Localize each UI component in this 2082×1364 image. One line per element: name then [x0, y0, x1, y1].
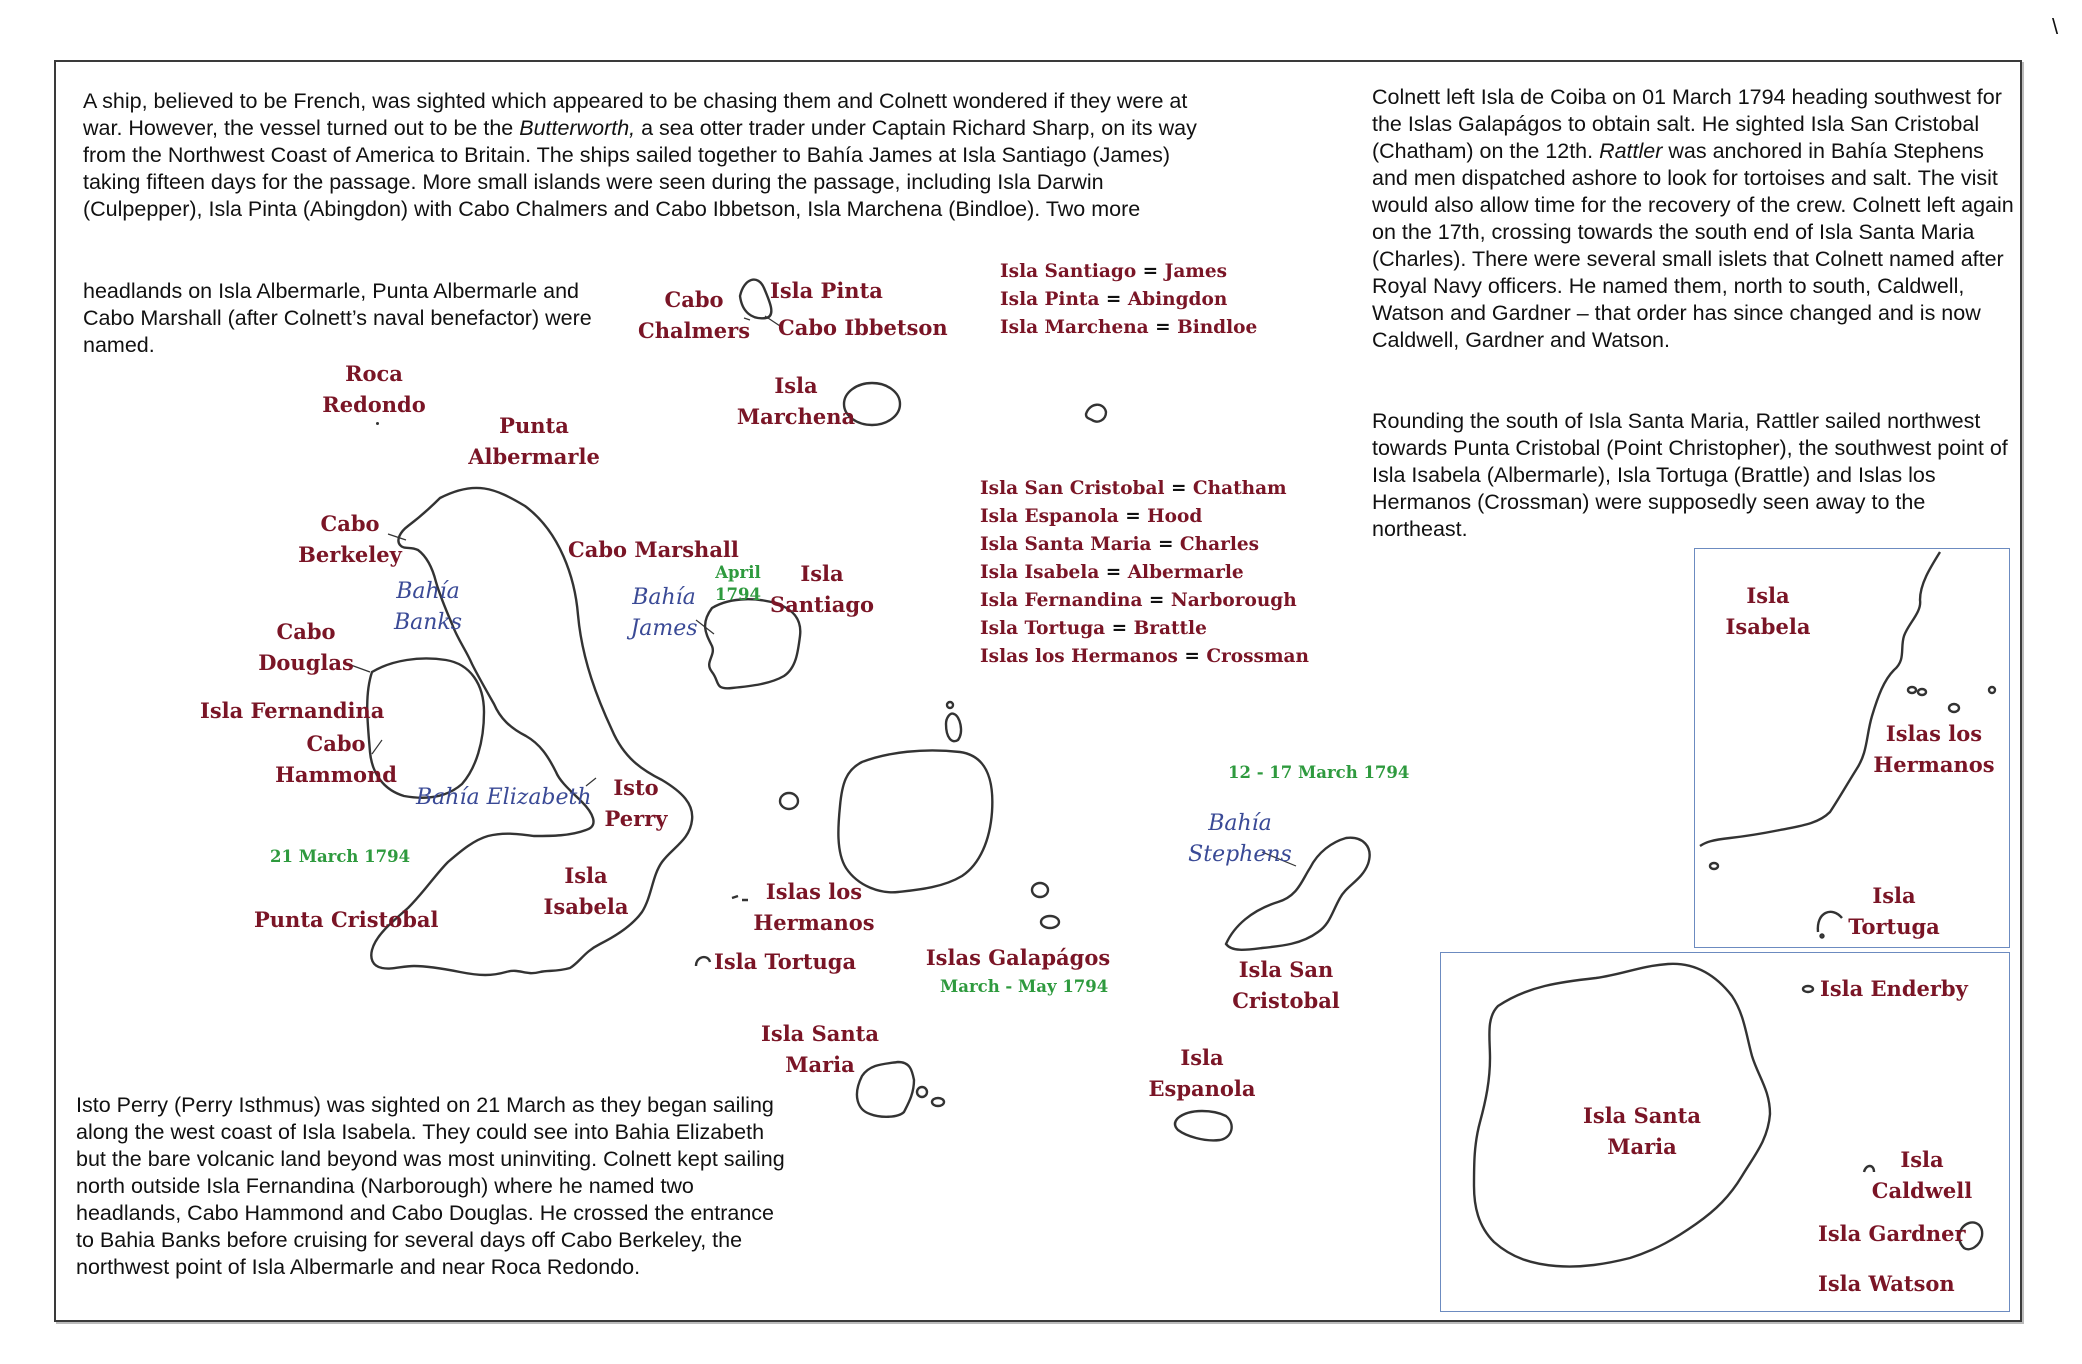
islet-pinzon-outline — [780, 793, 798, 809]
p2-text-a: Colnett left Isla de Coiba on 01 March 1794 heading southwest for the Islas Galapágos to obtain salt. He sighted Isla San Cristobal (Chatham) on the 12th. — [1372, 85, 2002, 163]
label-isla-espanola: Isla Espanola — [1148, 1045, 1256, 1101]
label-roca-redondo: Roca Redondo — [322, 361, 426, 417]
islet-hermanos-outline — [732, 896, 748, 900]
legend-row: Isla Espanola = Hood — [980, 506, 1203, 527]
legend-north-islands — [1000, 258, 1257, 342]
paragraph-butterworth — [83, 88, 1213, 223]
paragraph-headlands — [83, 278, 623, 359]
legend-row: Isla Isabela = Albermarle — [980, 562, 1244, 583]
islet-santa-maria-b-outline — [932, 1098, 944, 1106]
islet-small-c-outline — [1032, 883, 1048, 897]
paragraph-rattler — [1372, 84, 2020, 354]
islet-tortuga-outline — [696, 957, 710, 966]
label-isla-santa-maria: Isla Santa Maria — [761, 1021, 879, 1077]
p1-text-c: headlands on Isla Albermarle, Punta Albermarle and Cabo Marshall (after Colnett’s naval benefactor) were named. — [83, 279, 592, 357]
corner-mark: \ — [2052, 14, 2059, 39]
label-date-12-17-march: 12 - 17 March 1794 — [1228, 763, 1410, 782]
label-cabo-hammond: Cabo Hammond — [275, 731, 397, 787]
inset-label-isla-isabela: Isla Isabela — [1725, 583, 1811, 639]
label-bahia-stephens: Bahía Stephens — [1188, 811, 1292, 867]
label-islas-los-hermanos: Islas los Hermanos — [753, 879, 875, 935]
label-date-march-may: March - May 1794 — [940, 977, 1109, 996]
legend-row: Isla Santa Maria = Charles — [980, 534, 1260, 555]
p4-text: Isto Perry (Perry Isthmus) was sighted on 21 March as they began sailing along the west coast of Isla Isabela. They could see into Bahia Elizabeth but the bare volcanic land beyond was most uninviting. Colnett kept sailing north outside Isla Fernandina (Narborough) where he named two headlands, Cabo Hammond and Cabo Douglas. He crossed the entrance to Bahia Banks before cruising for several days off Cabo Berkeley, the northwest point of Isla Albermarle and near Roca Redondo. — [76, 1093, 785, 1279]
label-bahia-banks: Bahía Banks — [393, 579, 463, 635]
inset-tortuga-outline — [1818, 912, 1842, 932]
islet-north-outline — [1086, 405, 1106, 422]
legend-row: Islas los Hermanos = Crossman — [980, 646, 1309, 667]
inset-islet-c — [1949, 704, 1959, 712]
islet-small-b-outline — [947, 702, 953, 708]
inset-islet-e — [1710, 863, 1718, 869]
p2-ship-name: Rattler — [1599, 139, 1663, 163]
label-isla-fernandina: Isla Fernandina — [200, 698, 385, 723]
inset-enderby-outline — [1803, 986, 1813, 992]
label-isla-isabela: Isla Isabela — [543, 863, 629, 919]
p3-text: Rounding the south of Isla Santa Maria, Rattler sailed northwest towards Punta Cristobal (Point Christopher), the southwest point of Isla Isabela (Albermarle), Isla Tortuga (Brattle) and Islas los Hermanos (Crossman) were supposedly seen away to the northeast. — [1372, 409, 2008, 541]
legend-row: Isla San Cristobal = Chatham — [980, 478, 1287, 499]
label-punta-albermarle: Punta Albermarle — [468, 413, 600, 469]
label-cabo-ibbetson: Cabo Ibbetson — [778, 315, 948, 340]
legend-row: Isla Marchena = Bindloe — [1000, 317, 1258, 338]
islet-small-a-outline — [946, 714, 961, 742]
label-date-april-1794: April 1794 — [715, 563, 761, 604]
label-punta-cristobal: Punta Cristobal — [254, 907, 439, 932]
inset-label-islas-los-hermanos: Islas los Hermanos — [1873, 721, 1995, 777]
label-cabo-berkeley: Cabo Berkeley — [298, 511, 402, 567]
inset-label-isla-watson: Isla Watson — [1818, 1271, 1955, 1296]
inset-islet-a — [1908, 687, 1916, 693]
inset-label-isla-enderby: Isla Enderby — [1820, 976, 1968, 1001]
label-cabo-chalmers: Cabo Chalmers — [637, 287, 751, 343]
p1-text-b: a sea otter trader under Captain Richard Sharp, on its way from the Northwest Coast of America to Britain. The ships sailed together to Bahía James at Isla Santiago (James) taking fifteen days for the passage. More small islands were seen during the passage, including Isla Darwin (Culpepper), Isla Pinta (Abingdon) with Cabo Chalmers and Cabo Ibbetson, Isla Marchena (Bindloe). Two more — [83, 116, 1197, 221]
label-isla-pinta: Isla Pinta — [770, 278, 883, 303]
label-cabo-douglas: Cabo Douglas — [258, 619, 354, 675]
islet-small-d-outline — [1041, 916, 1059, 928]
paragraph-isto-perry — [76, 1092, 788, 1281]
paragraph-rounding-santa-maria — [1372, 408, 2012, 543]
p2-text-b: was anchored in Bahía Stephens and men dispatched ashore to look for tortoises and salt. The visit would also allow time for the recovery of the crew. Colnett left again on the 17th, crossing towards the south end of Isla Santa Maria (Charles). There were several small islets that Colnett named after Royal Navy officers. He named them, north to south, Caldwell, Watson and Gardner – that order has since changed and is now Caldwell, Gardner and Watson. — [1372, 139, 2014, 352]
inset-label-isla-caldwell: Isla Caldwell — [1871, 1147, 1973, 1203]
label-isla-tortuga: Isla Tortuga — [714, 949, 857, 974]
inset-label-isla-tortuga: Isla Tortuga — [1848, 883, 1940, 939]
inset-tortuga-dot — [1821, 935, 1824, 938]
label-islas-galapagos: Islas Galapágos — [925, 945, 1111, 970]
p1-text-a: A ship, believed to be French, was sighted which appeared to be chasing them and Colnett wondered if they were at war. However, the vessel turned out to be the — [83, 89, 1188, 140]
inset-label-isla-gardner: Isla Gardner — [1818, 1221, 1966, 1246]
label-isla-san-cristobal: Isla San Cristobal — [1232, 957, 1340, 1013]
legend-row: Isla Tortuga = Brattle — [980, 618, 1207, 639]
label-isla-santiago: Isla Santiago — [769, 561, 875, 617]
label-bahia-james: Bahía James — [630, 585, 698, 641]
legend-island-names — [980, 475, 1309, 671]
island-espanola-outline — [1175, 1111, 1232, 1140]
legend-row: Isla Santiago = James — [1000, 261, 1228, 282]
label-bahia-elizabeth: Bahía Elizabeth — [416, 785, 592, 810]
label-isla-marchena: Isla Marchena — [736, 373, 856, 429]
inset-islet-d — [1989, 687, 1995, 693]
label-date-21-march: 21 March 1794 — [270, 847, 411, 866]
islet-santa-maria-a-outline — [917, 1087, 927, 1097]
label-cabo-marshall: Cabo Marshall — [568, 537, 739, 562]
roca-redondo-dot — [376, 422, 379, 425]
island-central-outline — [838, 750, 992, 892]
inset-islet-b — [1918, 689, 1926, 695]
legend-row: Isla Pinta = Abingdon — [1000, 289, 1228, 310]
inset-label-isla-santa-maria: Isla Santa Maria — [1583, 1103, 1701, 1159]
p1-ship-name: Butterworth, — [519, 116, 636, 140]
label-isto-perry: Isto Perry — [604, 775, 668, 831]
legend-row: Isla Fernandina = Narborough — [980, 590, 1297, 611]
